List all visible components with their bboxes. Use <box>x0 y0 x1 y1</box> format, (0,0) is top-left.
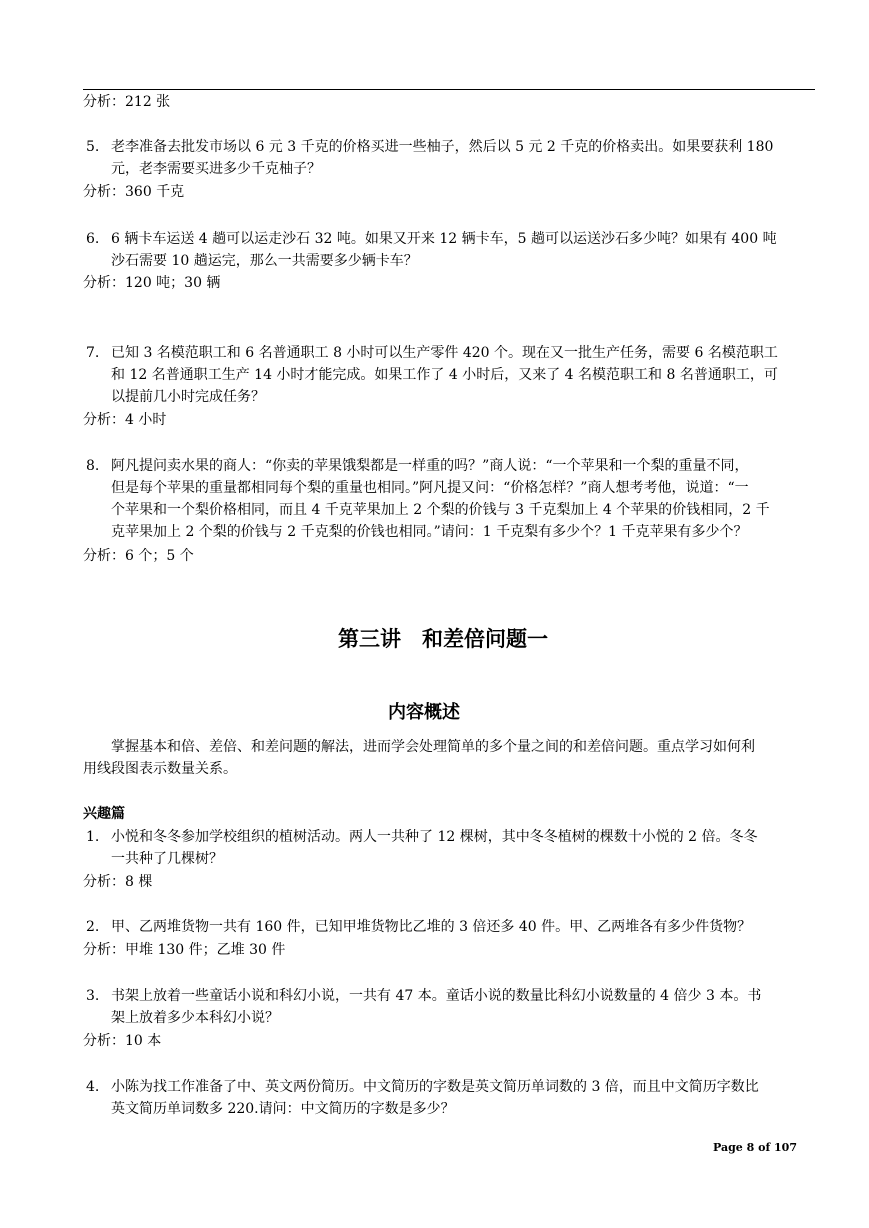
overview-text-line: 掌握基本和倍、差倍、和差问题的解法，进而学会处理简单的多个量之间的和差倍问题。重点学习如何利 <box>111 739 755 755</box>
problem-text-line: 书架上放着一些童话小说和科幻小说，一共有 47 本。童话小说的数量比科幻小说数量的 4 倍少 3 本。书 <box>111 988 762 1004</box>
problem-text-line: 但是每个苹果的重量都相同每个梨的重量也相同。”阿凡提又问：“价格怎样？”商人想考考他，说道：“一 <box>111 480 749 496</box>
problem-number: 7. <box>86 345 100 361</box>
problem-text-line: 元，老李需要买进多少千克柚子？ <box>111 161 321 177</box>
problem-text-line: 沙石需要 10 趟运完，那么一共需要多少辆卡车？ <box>111 253 418 269</box>
answer-line: 分析：6 个；5 个 <box>83 548 194 564</box>
problem-text-line: 英文简历单词数多 220.请问：中文简历的字数是多少？ <box>111 1101 455 1117</box>
answer-line: 分析：4 小时 <box>83 412 167 428</box>
problem-text-line: 架上放着多少本科幻小说？ <box>111 1010 279 1026</box>
problem-number: 4. <box>86 1079 100 1095</box>
answer-line: 分析：甲堆 130 件；乙堆 30 件 <box>83 942 286 958</box>
problem-text-line: 已知 3 名模范职工和 6 名普通职工 8 小时可以生产零件 420 个。现在又一批生产任务，需要 6 名模范职工 <box>111 345 778 361</box>
problem-text-line: 6 辆卡车运送 4 趟可以运走沙石 32 吨。如果又开来 12 辆卡车，5 趟可以运送沙石多少吨？如果有 400 吨 <box>111 231 777 247</box>
problem-text-line: 甲、乙两堆货物一共有 160 件，已知甲堆货物比乙堆的 3 倍还多 40 件。甲、乙两堆各有多少件货物？ <box>111 919 752 935</box>
problem-number: 8. <box>86 458 100 474</box>
lecture-title: 第三讲 和差倍问题一 <box>338 626 548 651</box>
answer-line: 分析：8 棵 <box>83 874 153 890</box>
problem-number: 2. <box>86 919 100 935</box>
header-rule <box>83 89 815 90</box>
problem-text-line: 以提前几小时完成任务？ <box>111 389 265 405</box>
overview-heading: 内容概述 <box>388 702 460 723</box>
page-number: Page 8 of 107 <box>713 1141 797 1154</box>
problem-text-line: 阿凡提问卖水果的商人：“你卖的苹果饿梨都是一样重的吗？”商人说：“一个苹果和一个梨的重量不同， <box>111 458 749 474</box>
problem-number: 5. <box>86 139 100 155</box>
problem-text-line: 一共种了几棵树？ <box>111 851 223 867</box>
problem-number: 1. <box>86 829 100 845</box>
answer-line: 分析：212 张 <box>83 94 171 110</box>
problem-text-line: 老李准备去批发市场以 6 元 3 千克的价格买进一些柚子，然后以 5 元 2 千克的价格卖出。如果要获利 180 <box>111 139 774 155</box>
answer-line: 分析：120 吨；30 辆 <box>83 275 221 291</box>
overview-text-line: 用线段图表示数量关系。 <box>83 761 237 777</box>
answer-line: 分析：10 本 <box>83 1033 162 1049</box>
problem-text-line: 克苹果加上 2 个梨的价钱与 2 千克梨的价钱也相同。”请问：1 千克梨有多少个？1 千克苹果有多少个？ <box>111 524 748 540</box>
problem-number: 6. <box>86 231 100 247</box>
problem-text-line: 小悦和冬冬参加学校组织的植树活动。两人一共种了 12 棵树，其中冬冬植树的棵数十小悦的 2 倍。冬冬 <box>111 829 758 845</box>
answer-line: 分析：360 千克 <box>83 184 185 200</box>
problem-text-line: 和 12 名普通职工生产 14 小时才能完成。如果工作了 4 小时后，又来了 4 名模范职工和 8 名普通职工，可 <box>111 367 778 383</box>
problem-text-line: 个苹果和一个梨价格相同，而且 4 千克苹果加上 2 个梨的价钱与 3 千克梨加上 4 个苹果的价钱相同，2 千 <box>111 502 770 518</box>
problem-text-line: 小陈为找工作准备了中、英文两份简历。中文简历的字数是英文简历单词数的 3 倍，而且中文简历字数比 <box>111 1079 759 1095</box>
section-label: 兴趣篇 <box>83 806 125 822</box>
problem-number: 3. <box>86 988 100 1004</box>
